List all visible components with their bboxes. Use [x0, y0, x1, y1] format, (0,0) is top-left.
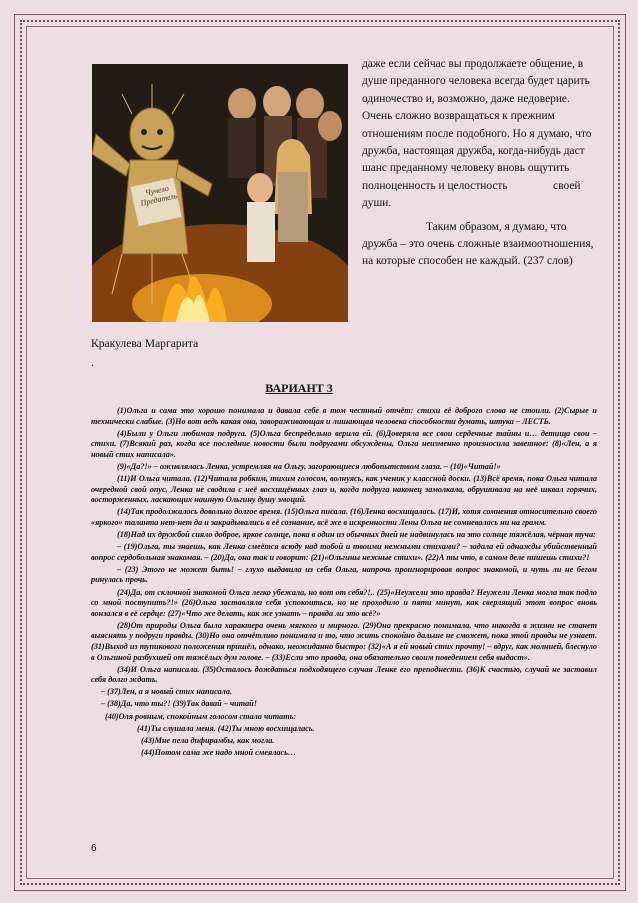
- poem-line: (41)Ты слушала меня. (42)Ты мною восхищалась.: [137, 723, 315, 733]
- author-dot: .: [91, 356, 94, 369]
- poem-line: (43)Мне пела дифирамбы, как могла.: [141, 735, 275, 745]
- text-paragraph: – (19)Ольга, ты знаешь, как Ленка смеётся всюду над тобой и твоими нежными стихами? – задала ей однажды убийственный вопрос сердобольная знакомая. – (20)Да, она так и говорит: (21)«Ольгины нежные стихи». (22)А ты что, в самом деле пишешь стихи?!: [91, 542, 597, 562]
- text-paragraph: (4)Были у Ольги любимая подруга. (5)Ольга беспредельно верила ей. (6)Доверяла все свои сердечные тайны и… детища свои – стихи. (7)Всякий раз, когда все последние новости были подругами обсуждены, Ольга неизменно произносила заветное: (8)«Лен, а я новый стих написала».: [91, 428, 597, 459]
- text-paragraph: (14)Так продолжалось довольно долгое время. (15)Ольга писала. (16)Ленка восхищалась. (17)И, хотя сомнения относительно своего «яркого» таланта нет-нет да и закрадывались в её сознание, всё же в искренности Лены Ольга не сомневалась ни на грамм.: [91, 507, 597, 527]
- poem-line: (44)Потом сама же надо мной смеялась…: [141, 747, 297, 757]
- essay-paragraph-1: даже если сейчас вы продолжаете общение, в душе преданного человека всегда будет царить одиночество и, возможно, даже недоверие. Очень сложно возвращаться к прежним отношениям после подобного. Но я думаю, что дружба, настоящая дружба, когда-нибудь даст шанс преданному человеку вновь ощутить полноценность и целостность своей души.: [362, 58, 595, 210]
- text-paragraph: (11)И Ольга читала. (12)Читала робким, тихим голосом, волнуясь, как ученик у классной доски. (13)Всё время, пока Ольга читала очередной свой опус, Ленка не сводила с неё восхищённых глаз и, когда подруга наконец замолкала, обрушивала на неё шквал горячих, восторженных, ласкающих нашную Ольгину душу эмоций.: [91, 474, 597, 505]
- text-paragraph: (1)Ольга и сама это хорошо понимала и давала себе в том честный отчёт: стихи её доброго слова не стоили. (2)Сырые и технически слабые. (3)Но вот ведь какая она, завораживающая и лишающая человека способности думать, штука – ЛЕСТЬ.: [91, 406, 597, 426]
- text-paragraph: (24)Да, от склочной знакомой Ольга легко убежала, но вот от себя?!.. (25)«Неужели это правда? Неужели Ленка могла так подло со мной поступить?!» (26)Ольга заставляла себя успокоиться, но не проходило и пяти минут, как сверлящий этот вопрос вновь вонзался в её сердце: (27)«Что же делать, как же узнать – правда ли это всё?»: [91, 587, 597, 618]
- essay-ending: [362, 56, 602, 271]
- dialog-line: – (38)Да, что ты?! (39)Так давай – читай!: [101, 699, 257, 709]
- variant-title: ВАРИАНТ 3: [265, 381, 333, 395]
- author-name: Кракулева Маргарита: [91, 337, 199, 350]
- dialog-line: – (37)Лен, а я новый стих написала.: [101, 687, 232, 697]
- text-paragraph: (34)И Ольга написала. (35)Осталось дождаться подходящего случая Ленке его преподнести. (36)К счастью, случай не заставил себя долго ждать.: [91, 664, 597, 685]
- scarecrow-scene-image: [92, 64, 348, 322]
- text-paragraph: – (23) Этого не может быть! – глухо выдавила из себя Ольга, напрочь проигнорировав вопрос знакомой, и чуть ли не бегом ринулась прочь.: [91, 564, 597, 585]
- variant-text: [91, 406, 597, 760]
- text-paragraph: (9)«Да?!» – оживлялась Ленка, устремляя на Ольгу, загорающиеся любопытством глаза. – (10)«Читай!»: [117, 461, 501, 471]
- text-paragraph: (28)От природы Ольга была характера очень мягкого и мирного. (29)Она прекрасно понимала, что никогда в жизни не станет выяснять у подруги правды. (30)Но она отчётливо понимала и то, что жить спокойно дальше не сможет, пока этой правды не узнает. (31)Выход из тупикового положения пришёл, однако, неожиданно быстро: (32)«А я ей новый стих прочту! – вдруг, как молнией, блеснуло в Ольгиной разбухшей от тяжёлых дум голове. – (33)Если это правда, она обязательно своим поведением себя выдаст».: [91, 620, 597, 662]
- page-number: 6: [91, 843, 97, 854]
- essay-paragraph-2: Таким образом, я думаю, что дружба – это очень сложные взаимоотношения, на которые способен не каждый. (237 слов): [362, 220, 594, 268]
- book-illustration: [92, 64, 348, 322]
- scarecrow-sign-text: Чучело Предатель: [139, 183, 179, 208]
- poem-intro: (40)Оля ровным, спокойным голосом стала читать:: [105, 711, 297, 721]
- text-paragraph: (18)Над их дружбой сияло доброе, яркое солнце, пока в один из обычных дней не надвинулась на это солнце тяжёлая, чёрная туча:: [117, 530, 596, 540]
